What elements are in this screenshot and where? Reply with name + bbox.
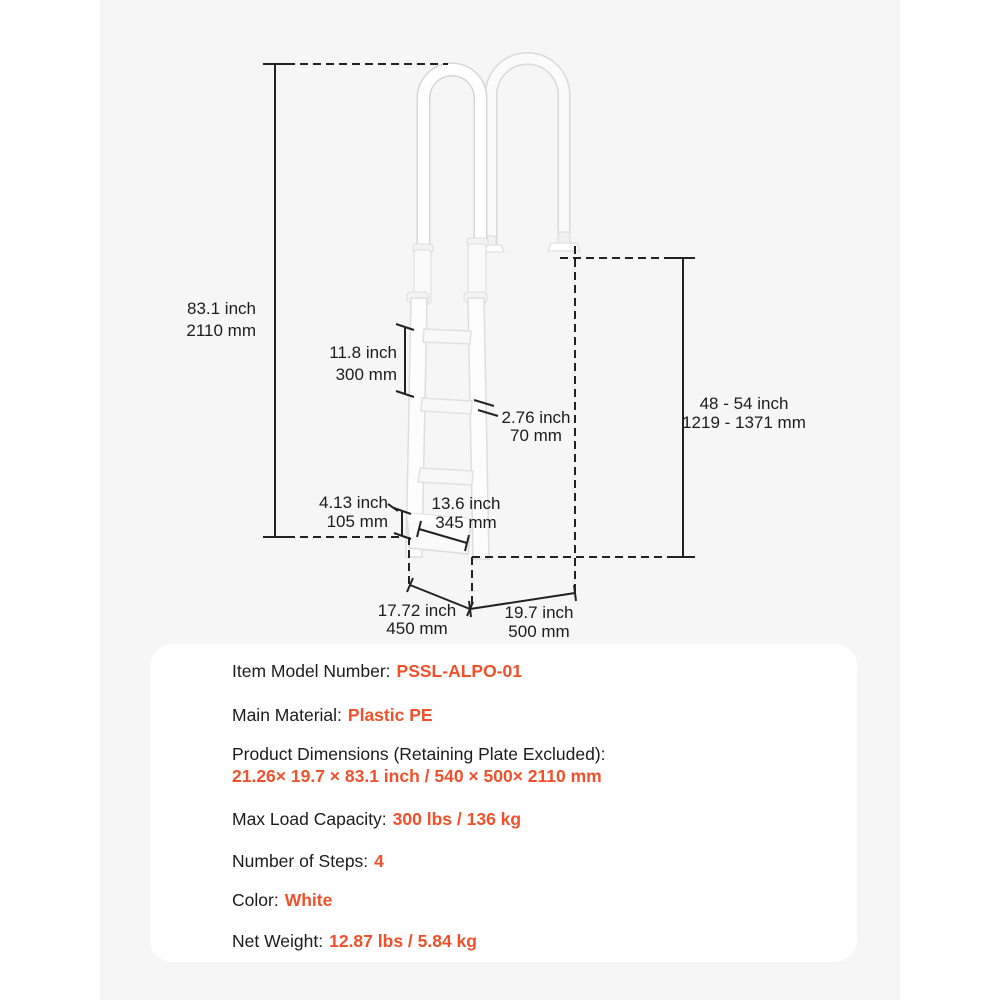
spec-value: PSSL-ALPO-01 [396, 661, 522, 681]
step-3 [418, 468, 473, 485]
back-handle-outline [491, 59, 564, 247]
spec-label: Max Load Capacity: [232, 809, 387, 829]
spec-label: Main Material: [232, 705, 342, 725]
spec-label: Number of Steps: [232, 851, 369, 871]
back-right-collar [558, 232, 570, 244]
step-spacing-label-line1: 11.8 inch [329, 343, 397, 362]
spec-label: Item Model Number: [232, 661, 391, 681]
spec-label: Product Dimensions (Retaining Plate Excluded): [232, 744, 606, 764]
spec-row-dimensions [232, 744, 606, 787]
back-handle [491, 59, 564, 247]
base-depth-label-line1: 17.72 inch [377, 601, 457, 620]
bottom-step-height-label-line2: 105 mm [326, 512, 388, 531]
spec-value: White [284, 890, 333, 910]
mount-height-label-line2: 1219 - 1371 mm [682, 413, 806, 432]
spec-row-material [232, 705, 433, 726]
spec-label: Color: [232, 890, 279, 910]
step-width-label-line1: 13.6 inch [431, 494, 501, 513]
base-depth-label-line2: 450 mm [386, 619, 448, 638]
spec-value: Plastic PE [347, 705, 433, 725]
step-thickness-label-line2: 70 mm [510, 426, 562, 445]
bottom-step-height-label-line1: 4.13 inch [319, 493, 388, 512]
spec-label: Net Weight: [232, 931, 324, 951]
front-handle [424, 70, 481, 253]
spec-row-steps [232, 851, 384, 872]
step-width-label-line2: 345 mm [435, 513, 497, 532]
ladder-illustration [406, 59, 580, 560]
base-width-label-line1: 19.7 inch [504, 603, 574, 622]
step-thickness-label-line1: 2.76 inch [501, 408, 571, 427]
spec-value: 12.87 lbs / 5.84 kg [329, 931, 477, 951]
dimension-labels [186, 299, 806, 641]
base-width-label-line2: 500 mm [508, 622, 570, 641]
spec-value: 21.26× 19.7 × 83.1 inch / 540 × 500× 2110 mm [232, 766, 602, 786]
overall-height-label-line2: 2110 mm [186, 321, 256, 340]
spec-value: 4 [374, 851, 384, 871]
front-handle-outline [424, 70, 481, 253]
step-2 [421, 398, 472, 414]
step-spacing-label-line2: 300 mm [335, 365, 397, 384]
overall-height-label-line1: 83.1 inch [187, 299, 256, 318]
mount-height-label-line1: 48 - 54 inch [699, 394, 789, 413]
spec-row-model [232, 661, 522, 682]
spec-row-capacity [232, 809, 521, 830]
specs-card [150, 644, 857, 962]
spec-row-weight [232, 931, 477, 952]
spec-value: 300 lbs / 136 kg [392, 809, 522, 829]
step-1 [423, 329, 471, 344]
spec-row-color [232, 890, 332, 911]
